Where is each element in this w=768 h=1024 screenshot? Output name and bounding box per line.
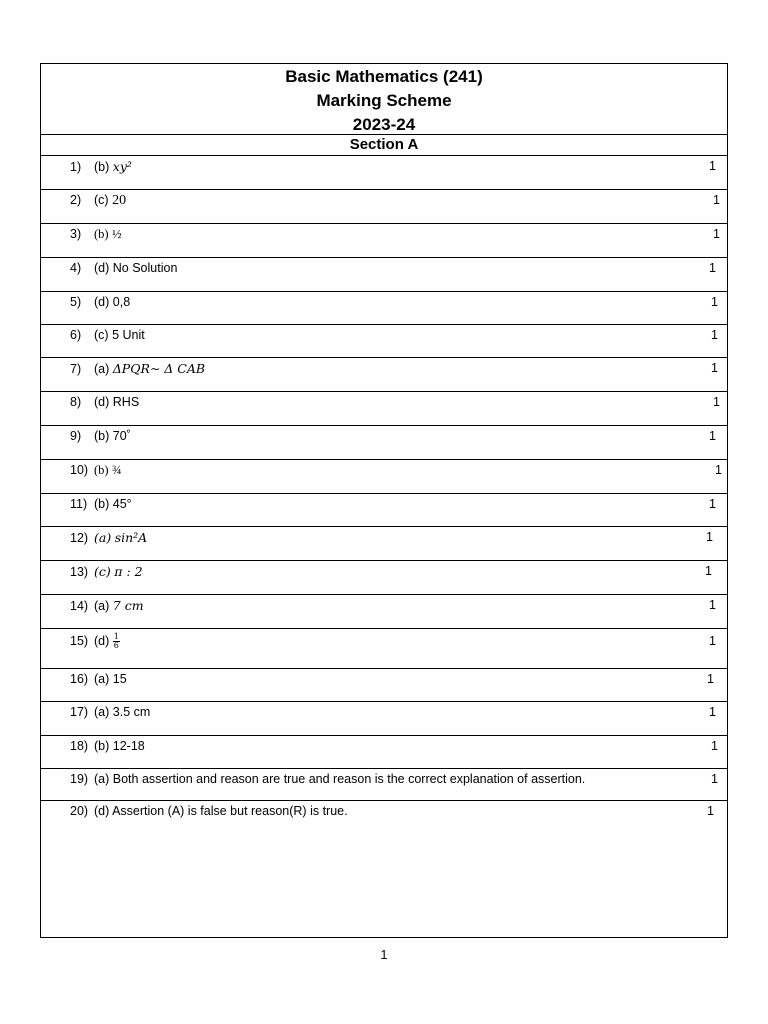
document-subtitle: Marking Scheme	[316, 91, 452, 110]
question-number: 18)	[70, 739, 89, 753]
answer-row	[41, 258, 727, 292]
document-header	[41, 64, 727, 135]
answer-option: (d)	[94, 633, 110, 648]
answer-text: ΔPQR∼ Δ CAB	[112, 361, 206, 376]
answer-text: 20	[112, 193, 127, 208]
fraction-numerator: 1	[113, 632, 119, 641]
answer-mark: 1	[706, 530, 713, 544]
answer-row	[41, 325, 727, 358]
answer-mark: 1	[713, 227, 720, 241]
answer-text: ¾	[112, 463, 122, 477]
question-number: 6)	[70, 328, 82, 342]
answer-option: (a)	[94, 362, 110, 376]
question-number: 12)	[70, 531, 89, 545]
section-heading: Section A	[41, 135, 727, 156]
answer-mark: 1	[709, 261, 716, 275]
answer-option: (b)	[94, 160, 110, 174]
answer-text: 15	[112, 672, 127, 686]
answer-row	[41, 561, 727, 595]
answer-row	[41, 292, 727, 325]
answer-fraction	[113, 633, 120, 650]
answer-row	[41, 702, 727, 736]
answer-mark: 1	[707, 804, 714, 818]
answer-mark: 1	[709, 429, 716, 443]
answer-mark: 1	[707, 672, 714, 686]
answer-row	[41, 156, 727, 190]
question-number: 10)	[70, 463, 89, 477]
answer-text: 70˚	[112, 429, 131, 443]
answer-row	[41, 224, 727, 258]
question-number: 17)	[70, 705, 89, 719]
answer-row	[41, 527, 727, 561]
answer-mark: 1	[715, 463, 722, 477]
answer-row	[41, 629, 727, 669]
answer-mark: 1	[709, 705, 716, 719]
answer-option: (c)	[94, 564, 111, 579]
answer-option: (b)	[94, 463, 109, 477]
answer-option: (b)	[94, 429, 110, 443]
answer-text: ½	[112, 227, 122, 241]
question-number: 13)	[70, 565, 89, 579]
question-number: 1)	[70, 160, 82, 174]
question-number: 15)	[70, 633, 89, 648]
answer-option: (c)	[94, 193, 109, 207]
answer-row	[41, 736, 727, 769]
answer-mark: 1	[709, 634, 716, 648]
answer-text: π : 2	[114, 564, 143, 579]
question-number: 5)	[70, 295, 82, 309]
answer-text: 45°	[112, 497, 132, 511]
question-number: 14)	[70, 599, 89, 613]
answer-option: (b)	[94, 227, 109, 241]
answer-option: (a)	[94, 772, 110, 786]
question-number: 11)	[70, 497, 88, 511]
answer-mark: 1	[711, 295, 718, 309]
answer-text: 7 cm	[112, 598, 144, 613]
answer-mark: 1	[709, 159, 716, 173]
question-number: 16)	[70, 672, 89, 686]
fraction-denominator: 6	[113, 641, 119, 650]
answer-mark: 1	[713, 193, 720, 207]
question-number: 9)	[70, 429, 82, 443]
question-number: 19)	[70, 772, 89, 786]
answer-text: sin²A	[114, 530, 148, 545]
answer-mark: 1	[711, 361, 718, 375]
question-number: 8)	[70, 395, 82, 409]
answer-row	[41, 494, 727, 527]
answer-mark: 1	[711, 739, 718, 753]
answer-option: (a)	[94, 530, 112, 545]
answer-mark: 1	[709, 598, 716, 612]
answer-mark: 1	[711, 772, 718, 786]
answer-text: 5 Unit	[112, 328, 145, 342]
answer-row	[41, 358, 727, 392]
answer-row	[41, 426, 727, 460]
answer-mark: 1	[705, 564, 712, 578]
answer-text: RHS	[112, 395, 140, 409]
marking-scheme-table	[40, 63, 728, 938]
document-title: Basic Mathematics (241)	[285, 67, 483, 86]
answer-row	[41, 769, 727, 801]
document-year: 2023-24	[352, 115, 416, 134]
answer-row	[41, 669, 727, 702]
answer-option: (d)	[94, 261, 110, 275]
answer-text: No Solution	[112, 261, 178, 275]
page-number: 1	[380, 948, 388, 962]
answer-text: Both assertion and reason are true and reason is the correct explanation of assertion.	[112, 772, 586, 786]
answer-option: (b)	[94, 497, 110, 511]
answer-option: (d)	[94, 395, 110, 409]
question-number: 20)	[70, 804, 89, 818]
answer-mark: 1	[709, 497, 716, 511]
question-number: 4)	[70, 261, 82, 275]
answer-row	[41, 190, 727, 224]
answer-option: (a)	[94, 672, 110, 686]
answer-option: (a)	[94, 599, 110, 613]
answer-row	[41, 460, 727, 494]
answer-option: (a)	[94, 705, 110, 719]
question-number: 7)	[70, 362, 82, 376]
answer-row	[41, 392, 727, 426]
answer-row	[41, 801, 727, 937]
answer-option: (d)	[94, 295, 110, 309]
answer-mark: 1	[711, 328, 718, 342]
answer-text: xy²	[112, 159, 132, 174]
answer-mark: 1	[713, 395, 720, 409]
question-number: 3)	[70, 227, 82, 241]
answer-text: 3.5 cm	[112, 705, 151, 719]
answer-text: 12-18	[112, 739, 145, 753]
answer-option: (d)	[94, 804, 110, 818]
answer-text: Assertion (A) is false but reason(R) is true.	[112, 804, 348, 818]
answer-option: (b)	[94, 739, 110, 753]
answer-text: 0,8	[112, 295, 131, 309]
answer-row	[41, 595, 727, 629]
answer-option: (c)	[94, 328, 109, 342]
question-number: 2)	[70, 193, 82, 207]
